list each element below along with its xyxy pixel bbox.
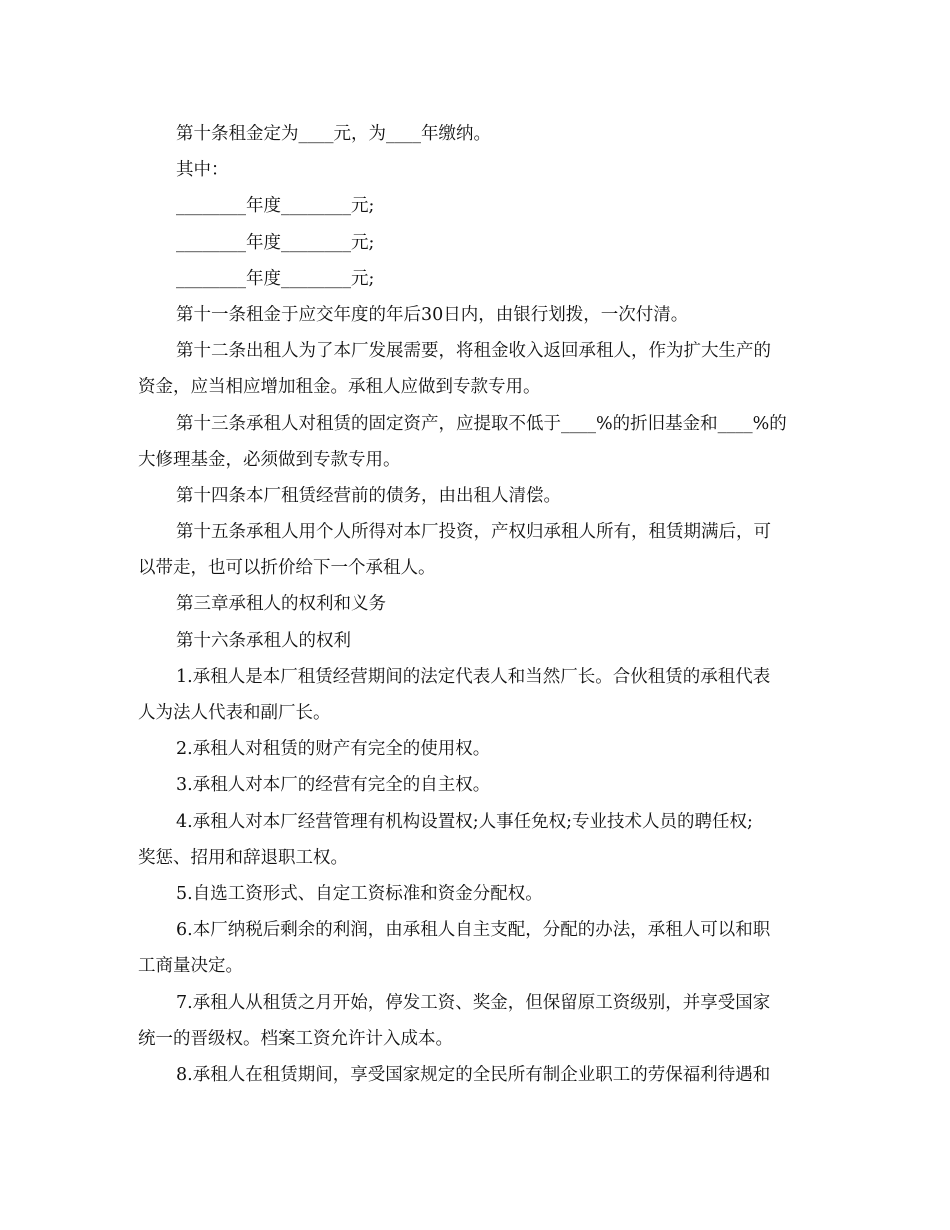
article-11-payment: 第十一条租金于应交年度的年后30日内，由银行划拨，一次付清。	[176, 304, 689, 325]
right-6-line-2: 工商量决定。	[138, 956, 243, 977]
right-2: 2.承租人对租赁的财产有完全的使用权。	[176, 739, 491, 760]
chapter-3-heading: 第三章承租人的权利和义务	[176, 594, 386, 615]
article-15-line-2: 以带走，也可以折价给下一个承租人。	[138, 558, 436, 579]
article-16-heading: 第十六条承租人的权利	[176, 630, 351, 651]
article-12-line-1: 第十二条出租人为了本厂发展需要，将租金收入返回承租人，作为扩大生产的	[176, 341, 771, 362]
right-7-line-1: 7.承租人从租赁之月开始，停发工资、奖金，但保留原工资级别，并享受国家	[176, 992, 771, 1013]
article-10-rent-amount: 第十条租金定为____元，为____年缴纳。	[176, 124, 491, 144]
among-which-label: 其中：	[176, 160, 229, 181]
right-4-line-2: 奖惩、招用和辞退职工权。	[138, 847, 348, 868]
article-13-line-2: 大修理基金，必须做到专款专用。	[138, 449, 401, 470]
right-6-line-1: 6.本厂纳税后剩余的利润，由承租人自主支配，分配的办法，承租人可以和职	[176, 920, 771, 941]
annual-rent-line-3: ________年度________元;	[176, 268, 375, 289]
right-1-line-2: 人为法人代表和副厂长。	[138, 703, 331, 723]
article-15-line-1: 第十五条承租人用个人所得对本厂投资，产权归承租人所有，租赁期满后，可	[176, 522, 771, 543]
article-13-line-1: 第十三条承租人对租赁的固定资产，应提取不低于____%的折旧基金和____%的	[176, 413, 787, 434]
right-4-line-1: 4.承租人对本厂经营管理有机构设置权;人事任免权;专业技术人员的聘任权;	[176, 811, 753, 832]
right-1-line-1: 1.承租人是本厂租赁经营期间的法定代表人和当然厂长。合伙租赁的承租代表	[176, 666, 771, 687]
right-3: 3.承租人对本厂的经营有完全的自主权。	[176, 775, 491, 796]
right-5: 5.自选工资形式、自定工资标准和资金分配权。	[176, 883, 543, 904]
annual-rent-line-2: ________年度________元;	[176, 232, 375, 253]
right-8-line-1: 8.承租人在租赁期间，享受国家规定的全民所有制企业职工的劳保福利待遇和	[176, 1064, 771, 1085]
annual-rent-line-1: ________年度________元;	[176, 196, 375, 217]
right-7-line-2: 统一的晋级权。档案工资允许计入成本。	[138, 1028, 453, 1049]
article-12-line-2: 资金，应当相应增加租金。承租人应做到专款专用。	[138, 377, 541, 398]
document-body	[138, 116, 818, 1093]
article-14-debts: 第十四条本厂租赁经营前的债务，由出租人清偿。	[176, 485, 561, 506]
